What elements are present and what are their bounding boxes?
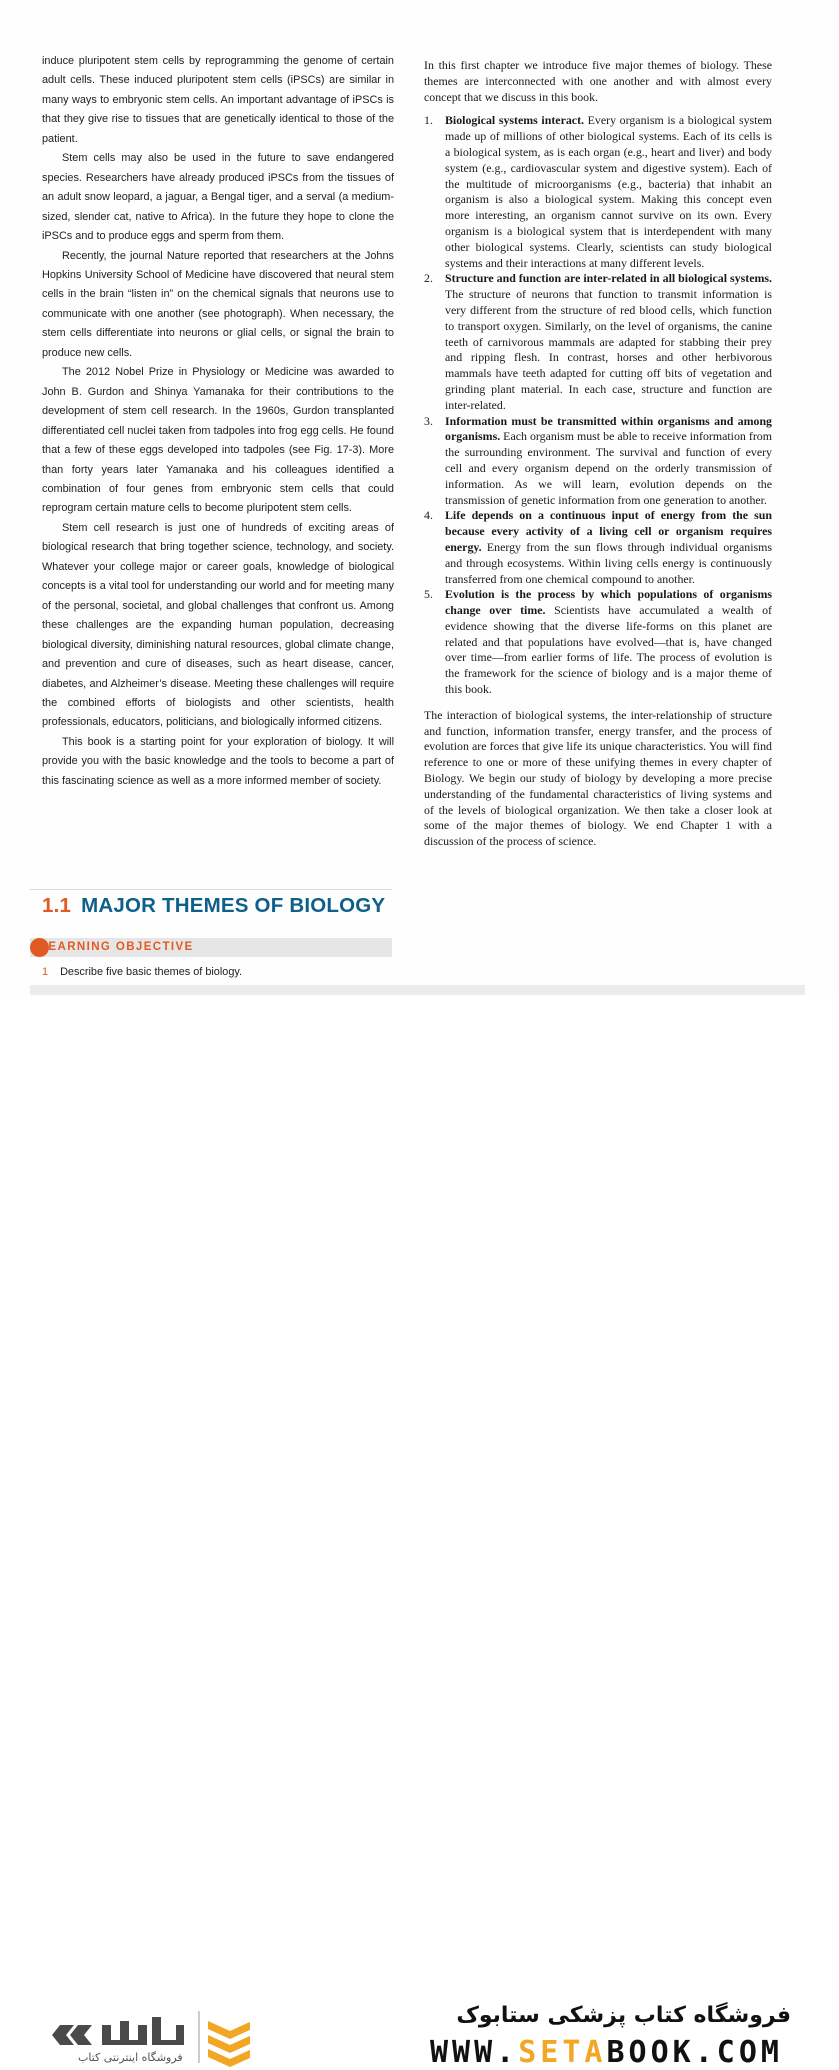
section-number: 1.1 [42, 894, 72, 917]
learning-objective-bar [30, 938, 392, 957]
url-prefix: WWW. [430, 2035, 519, 2070]
left-paragraph-4: The 2012 Nobel Prize in Physiology or Medicine was awarded to John B. Gurdon and Shinya Yamanaka for their contributions to the development of stem cell research. In the 1960s, Gurdon transplanted differentiated cell nuclei taken from tadpoles into frog egg cells. He found that a few of these eggs developed into tadpoles (see Fig. 17-3). More than forty years later Yamanaka and his colleagues identified a combination of four genes from embryonic stem cells that could reprogram certain mature cells to become pluripotent stem cells. [42, 366, 394, 515]
section-divider [30, 889, 392, 890]
url-suffix: BOOK.COM [606, 2035, 783, 2070]
theme-title: Biological systems interact. [445, 113, 585, 128]
url-highlight: SETA [518, 2035, 607, 2070]
learning-objective-item [42, 966, 242, 978]
shop-name: فروشگاه کتاب پزشکی ستابوک [456, 2003, 791, 2028]
right-column [424, 58, 772, 850]
objective-number: 1 [42, 966, 49, 978]
theme-number: 1. [424, 113, 433, 128]
intro-paragraph: In this first chapter we introduce five major themes of biology. These themes are interconnected with one another and with almost every concept that we discuss in this book. [424, 58, 772, 104]
section-title: MAJOR THEMES OF BIOLOGY [81, 894, 386, 917]
theme-title: Structure and function are inter-related in all biological systems. [445, 271, 772, 286]
theme-text: Every organism is a biological system made up of millions of other biological systems. Each of its cells is a biological system, as is each organ (e.g., heart and liver) and body system (e.g., cardiovascular system and digestive system). Each of the multitude of microorganisms (e.g., bacteria) that inhabit an organism is also a biological system. Making this concept even more interesting, an organism cannot survive on its own. Every organism is a biological system that is interdependent with many other biological systems. Clearly, scientists can study biological systems and their interactions at many different levels. [445, 113, 772, 270]
theme-text: The structure of neurons that function to transmit information is very different from the structure of red blood cells, which function to transport oxygen. Similarly, on the level of organisms, the canine teeth of carnivorous mammals are adapted for stabbing their prey and ripping flesh. In contrast, horses and other herbivorous mammals have teeth adapted for cutting off bits of vegetation and grinding plant material. In each case, structure and function are inter-related. [445, 287, 772, 412]
theme-item [424, 271, 772, 413]
theme-item [424, 587, 772, 698]
left-column [42, 52, 394, 791]
left-paragraph-2: Stem cells may also be used in the future to save endangered species. Researchers have already produced iPSCs from the tissues of an adult snow leopard, a jaguar, a Bengal tiger, and a serval (a medium-sized, slender cat, native to Africa). In the future they hope to clone the iPSCs and to produce eggs and sperm from them. [42, 152, 394, 243]
page-shadow [30, 985, 805, 995]
theme-text: Energy from the sun flows through individual organisms and through ecosystems. Within living cells energy is continuously transferred from one chemical compound to another. [445, 539, 772, 586]
shop-url[interactable] [430, 2035, 783, 2070]
theme-title: Life depends on a continuous input of energy from the sun because every activity of a living cell or organism requires energy. [445, 508, 772, 554]
textbook-page [0, 0, 839, 995]
footer-banner [0, 995, 839, 2070]
left-paragraph-3: Recently, the journal Nature reported that researchers at the Johns Hopkins University School of Medicine have discovered that neural stem cells in the brain “listen in” on the chemical signals that neurons use to communicate with one another (see photograph). When necessary, the stem cells differentiate into neurons or glial cells, or signal the brain to produce new cells. [42, 249, 394, 359]
logo-subtitle: فروشگاه اینترنتی کتاب [78, 2051, 183, 2064]
left-paragraph-1: induce pluripotent stem cells by reprogramming the genome of certain adult cells. These induced pluripotent stem cells (iPSCs) are similar in many ways to embryonic stem cells. An important advantage of iPSCs is that they give rise to tissues that are genetically identical to those of the patient. [42, 55, 394, 145]
theme-item [424, 113, 772, 271]
theme-number: 5. [424, 587, 433, 602]
theme-number: 3. [424, 413, 433, 428]
theme-item [424, 414, 772, 509]
theme-text: Scientists have accumulated a wealth of evidence showing that the diverse life-forms on this planet are related and that populations have evolved—that is, have changed over time—from earlier forms of life. The process of evolution is the framework for the science of biology and is a major theme of this book. [445, 603, 772, 697]
section-heading [42, 894, 392, 918]
theme-item [424, 508, 772, 587]
themes-list [424, 113, 772, 697]
left-paragraph-6: This book is a starting point for your exploration of biology. It will provide you with the basic knowledge and the tools to become a part of this fascinating science as well as a more informed member of society. [42, 735, 394, 787]
theme-title: Information must be transmitted within organisms and among organisms. [445, 413, 772, 444]
theme-number: 2. [424, 271, 433, 286]
left-paragraph-5: Stem cell research is just one of hundreds of exciting areas of biological research that bring together science, technology, and society. Whatever your college major or career goals, knowledge of biological concepts is a vital tool for understanding our world and for meeting many of the personal, societal, and global challenges that confront us. Among these challenges are the expanding human population, decreasing biological diversity, diminishing natural resources, global climate change, and prevention and cure of diseases, such as heart disease, cancer, diabetes, and Alzheimer’s disease. Meeting these challenges will require the combined efforts of biologists and other scientists, health professionals, educators, politicians, and biologically informed citizens. [42, 521, 394, 729]
theme-text: Each organism must be able to receive information from the surrounding environment. The survival and function of every cell and every organism depend on the orderly transmission of information. As we will learn, evolution depends on the transmission of genetic information from one generation to another. [445, 429, 772, 507]
learning-objective-label: LEARNING OBJECTIVE [40, 941, 194, 953]
closing-paragraph: The interaction of biological systems, the inter-relationship of structure and function, information transfer, energy transfer, and the process of evolution are forces that give life its unique characteristics. You will find reference to one or more of these unifying themes in every chapter of Biology. We begin our study of biology by developing a more precise understanding of the fundamental characteristics of living systems and of the levels of biological organization. We then take a closer look at some of the major themes of biology. We end Chapter 1 with a discussion of the process of science. [424, 707, 772, 849]
theme-title: Evolution is the process by which populations of organisms change over time. [445, 587, 772, 618]
theme-number: 4. [424, 508, 433, 523]
objective-text: Describe five basic themes of biology. [60, 966, 243, 978]
